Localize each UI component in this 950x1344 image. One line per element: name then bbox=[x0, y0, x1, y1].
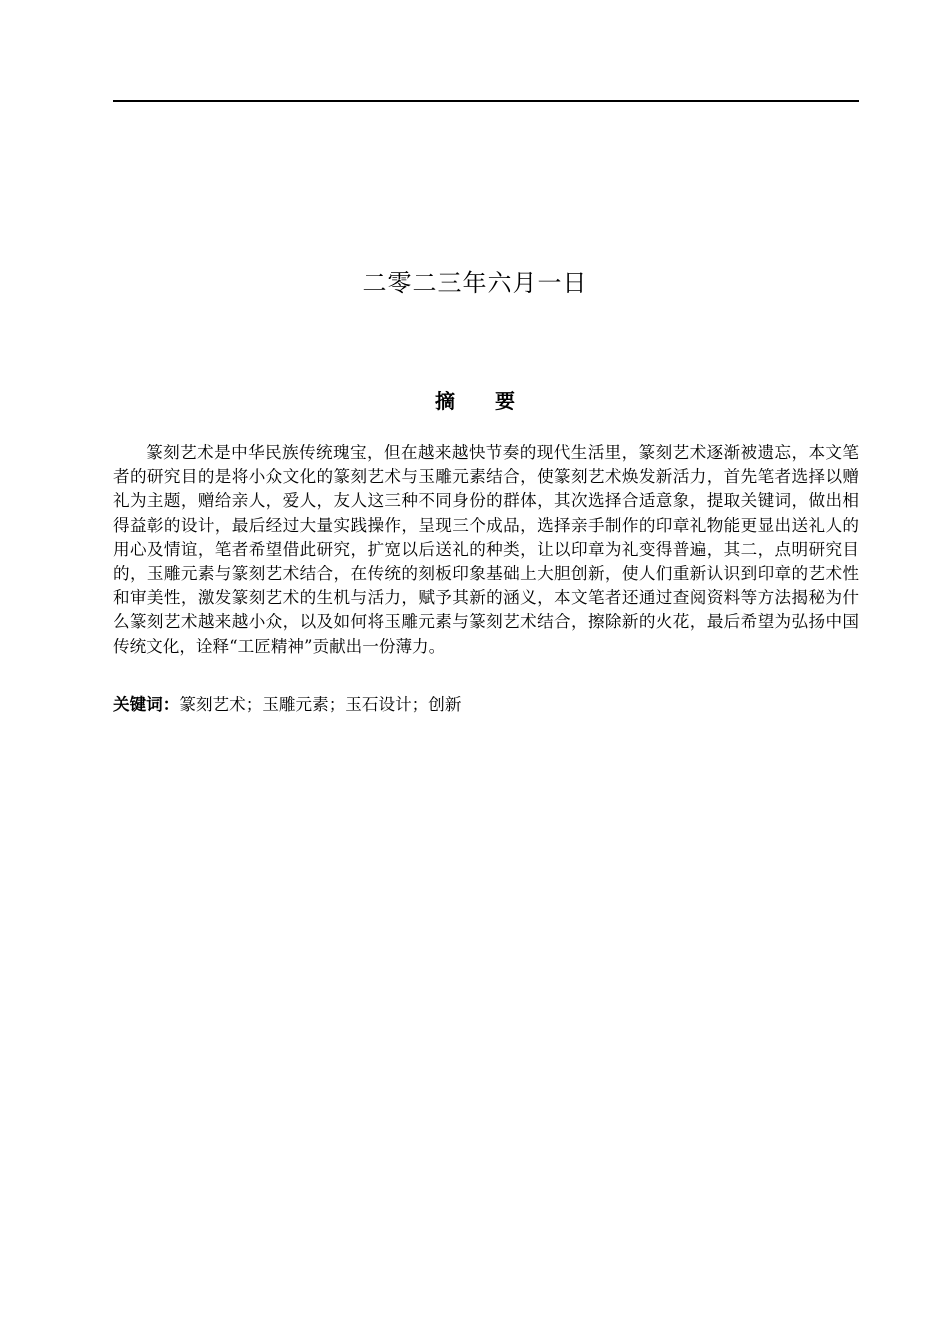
keywords-line bbox=[113, 693, 859, 717]
keywords-value: 篆刻艺术；玉雕元素；玉石设计；创新 bbox=[179, 695, 462, 714]
document-date: 二零二三年六月一日 bbox=[362, 269, 588, 297]
keywords-label: 关键词： bbox=[113, 695, 180, 714]
abstract-heading: 摘 要 bbox=[435, 389, 515, 413]
abstract-body: 篆刻艺术是中华民族传统瑰宝，但在越来越快节奏的现代生活里，篆刻艺术逐渐被遗忘，本文笔者的研究目的是将小众文化的篆刻艺术与玉雕元素结合，使篆刻艺术焕发新活力，首先笔者选择以赠礼为主题，赠给亲人，爱人，友人这三种不同身份的群体，其次选择合适意象，提取关键词，做出相得益彰的设计，最后经过大量实践操作，呈现三个成品，选择亲手制作的印章礼物能更显出送礼人的用心及情谊，笔者希望借此研究，扩宽以后送礼的种类，让以印章为礼变得普遍，其二，点明研究目的，玉雕元素与篆刻艺术结合，在传统的刻板印象基础上大胆创新，使人们重新认识到印章的艺术性和审美性，激发篆刻艺术的生机与活力，赋予其新的涵义，本文笔者还通过查阅资料等方法揭秘为什么篆刻艺术越来越小众，以及如何将玉雕元素与篆刻艺术结合，擦除新的火花，最后希望为弘扬中国传统文化，诠释“工匠精神”贡献出一份薄力。 bbox=[113, 443, 859, 656]
header-rule bbox=[113, 100, 859, 102]
